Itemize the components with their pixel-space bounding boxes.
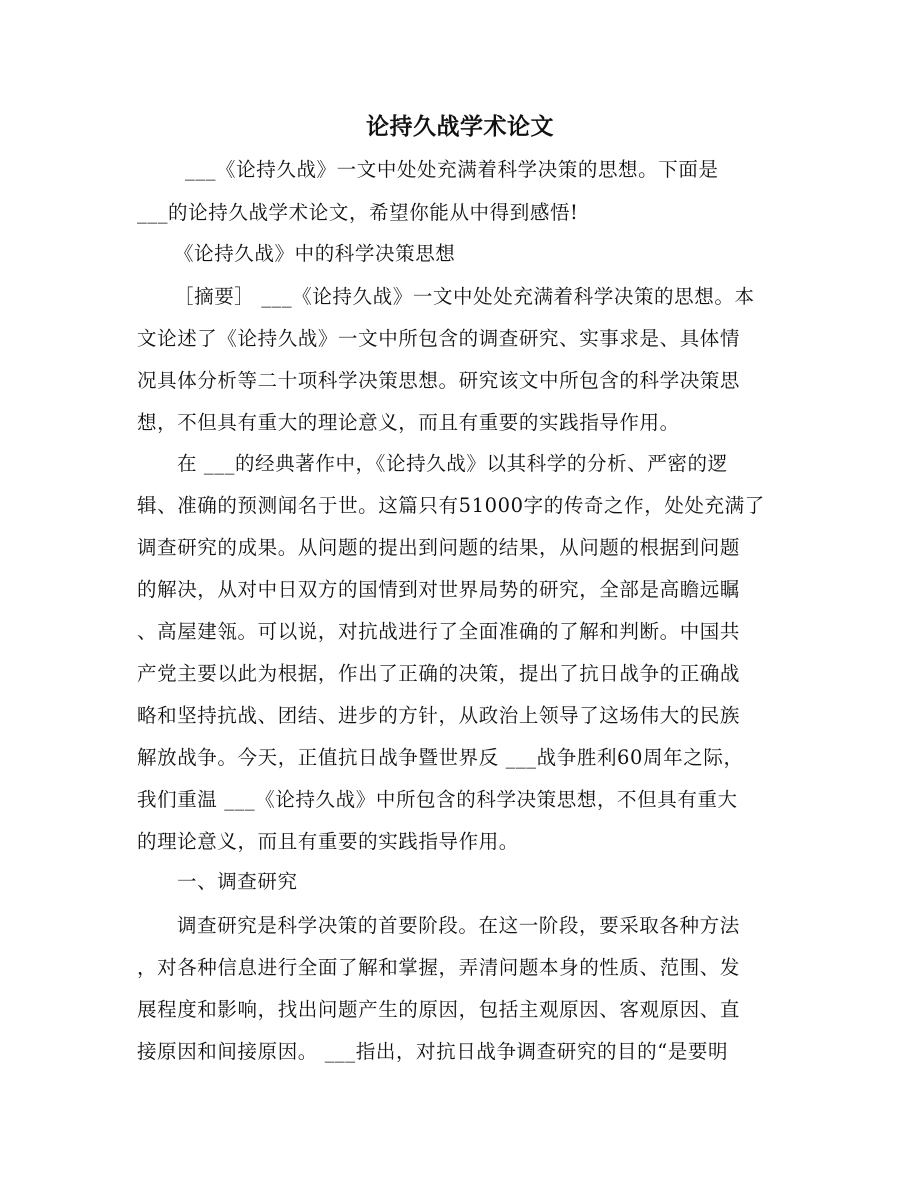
section-heading: 《论持久战》中的科学决策思想 (174, 242, 456, 265)
section-heading: 一、调查研究 (177, 870, 298, 893)
body-line: 想，不但具有重大的理论意义，而且有重要的实践指导作用。 (137, 411, 680, 434)
body-line: 调查研究的成果。从问题的提出到问题的结果，从问题的根据到问题 (137, 536, 741, 559)
body-line: 、高屋建瓴。可以说，对抗战进行了全面准确的了解和判断。中国共 (137, 620, 741, 643)
body-line: 的解决，从对中日双方的国情到对世界局势的研究，全部是高瞻远瞩 (137, 578, 741, 601)
body-line: 文论述了《论持久战》一文中所包含的调查研究、实事求是、具体情 (137, 327, 741, 350)
body-line: 的理论意义，而且有重要的实践指导作用。 (137, 830, 519, 853)
body-line: ___《论持久战》一文中处处充满着科学决策的思想。下面是 (185, 158, 719, 181)
body-line: ，对各种信息进行全面了解和掌握，弄清问题本身的性质、范围、发 (137, 956, 741, 979)
body-line: 略和坚持抗战、团结、进步的方针，从政治上领导了这场伟大的民族 (137, 704, 741, 727)
body-line: 我们重温 ___《论持久战》中所包含的科学决策思想，不但具有重大 (137, 788, 738, 811)
body-line: 辑、准确的预测闻名于世。这篇只有51000字的传奇之作，处处充满了 (137, 494, 765, 517)
body-line: 产党主要以此为根据，作出了正确的决策，提出了抗日战争的正确战 (137, 662, 741, 685)
body-line: 解放战争。今天，正值抗日战争暨世界反 ___战争胜利60周年之际， (137, 746, 744, 769)
body-line: 接原因和间接原因。 ___指出，对抗日战争调查研究的目的“是要明 (137, 1040, 729, 1063)
body-line: ___的论持久战学术论文，希望你能从中得到感悟! (137, 201, 579, 224)
body-line: 展程度和影响，找出问题产生的原因，包括主观原因、客观原因、直 (137, 998, 741, 1021)
body-line: 调查研究是科学决策的首要阶段。在这一阶段，要采取各种方法 (177, 914, 740, 937)
body-line: ［摘要］ ___《论持久战》一文中处处充满着科学决策的思想。本 (174, 285, 755, 308)
page-title: 论持久战学术论文 (366, 113, 554, 140)
body-line: 在 ___的经典著作中，《论持久战》以其科学的分析、严密的逻 (177, 452, 728, 475)
body-line: 况具体分析等二十项科学决策思想。研究该文中所包含的科学决策思 (137, 369, 741, 392)
